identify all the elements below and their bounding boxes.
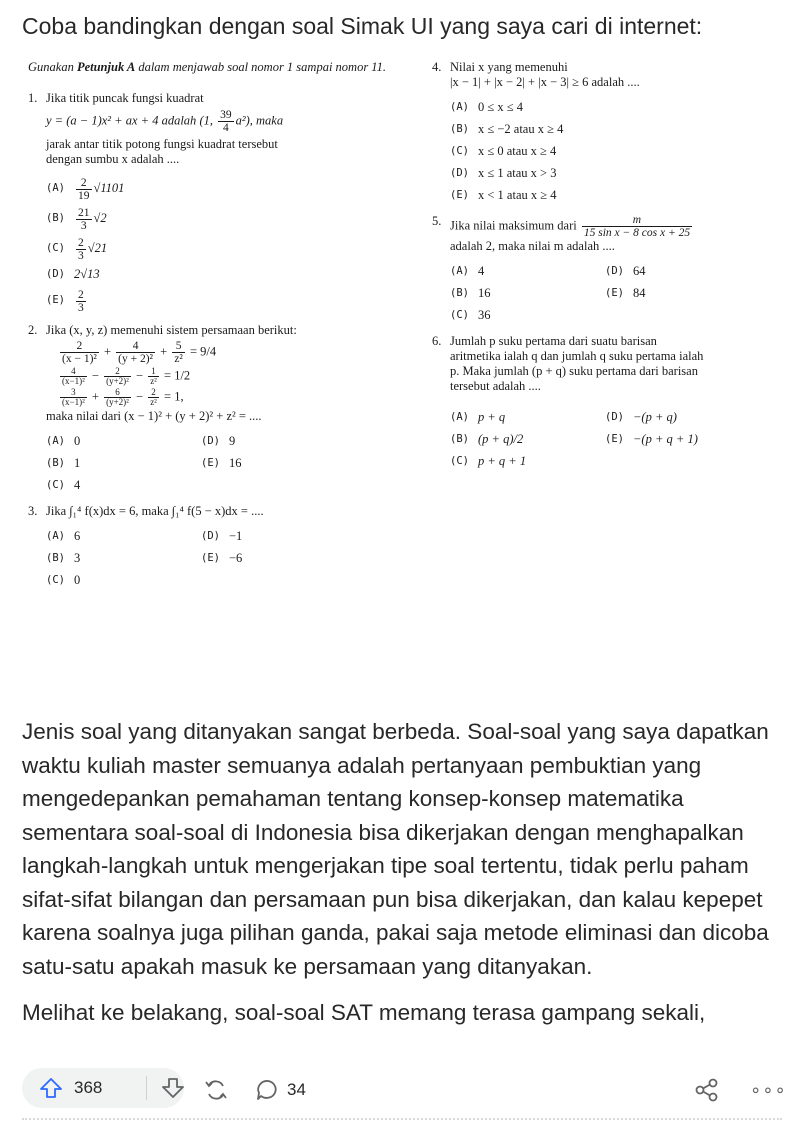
q6-option-c: (C) p + q + 1 [450, 454, 527, 468]
q4-option-e: (E) x < 1 atau x ≥ 4 [450, 188, 557, 202]
q4-option-d: (D) x ≤ 1 atau x > 3 [450, 166, 557, 180]
question-5: 5. Jika nilai maksimum dari $\frac{m}{\text{15 sin x − 8 cos x + 25}}$ adalah 2, maka nilai m adalah .... (A) 4 (D) 64 (B) 16 (E) 84 (C) 36 [432, 214, 777, 326]
q4-option-b: (B) x ≤ −2 atau x ≥ 4 [450, 122, 564, 136]
upvote-icon[interactable] [40, 1078, 62, 1098]
q2-option-a: (A) 0 [46, 434, 81, 448]
exam-instruction: Gunakan Petunjuk A dalam menjawab soal nomor 1 sampai nomor 11. [28, 60, 387, 74]
comment-icon[interactable] [255, 1078, 281, 1102]
question-2: 2. Jika (x, y, z) memenuhi sistem persamaan berikut: $\frac{2}{\text{(x − 1)²}}$ + $\frac{4}{\text{(y + 2)²}}$ + $\frac{5}{\text{z²}}$ = 9/4 $\frac{4}{\text{(x−1)²}}$ − $\frac{2}{\text{(y+2)²}}$ − $\frac{1}{\text{z²}}$ = 1/2 $\frac{3}{\text{(x−1)²}}$ + $\frac{6}{\text{(y+2)²}}$ − $\frac{2}{\text{z²}}$ = 1, maka nilai dari (x − 1)² + (y + 2)² + z² = .... (A) 0 (D) 9 (B) 1 (E) 16 (C) 4 [28, 323, 413, 496]
exam-right-column [432, 60, 777, 480]
share-reshare-icon[interactable] [203, 1078, 229, 1102]
exam-image [22, 60, 782, 700]
q2-option-d: (D) 9 [201, 434, 236, 448]
q6-option-b: (B) (p + q)/2 [450, 432, 524, 446]
q3-option-d: (D) −1 [201, 529, 243, 543]
q5-option-d: (D) 64 [605, 264, 646, 278]
question-6: 6. Jumlah p suku pertama dari suatu barisan aritmetika ialah q dan jumlah q suku pertama ialah p. Maka jumlah (p + q) suku pertama dari barisan tersebut adalah .... (A) p + q (D) −(p + q) (B) (p + q)/2 (E) −(p + q + 1) (C) p + q + 1 [432, 334, 777, 472]
q3-option-a: (A) 6 [46, 529, 81, 543]
more-options-icon[interactable]: ∘∘∘ [750, 1080, 787, 1100]
q1-option-d: (D) 2√13 [46, 267, 100, 281]
q2-option-e: (E) 16 [201, 456, 242, 470]
q6-option-e: (E) −(p + q + 1) [605, 432, 698, 446]
vote-divider [146, 1076, 147, 1100]
exam-left-column [28, 60, 413, 599]
q1-option-a: (A) $\frac{2}{19}$ √1101 [46, 176, 125, 202]
share-icon[interactable] [694, 1078, 720, 1102]
intro-text: Coba bandingkan dengan soal Simak UI yang saya cari di internet: [22, 13, 703, 39]
q2-option-b: (B) 1 [46, 456, 81, 470]
q5-option-c: (C) 36 [450, 308, 491, 322]
q1-option-c: (C) $\frac{2}{3}$ √21 [46, 236, 108, 262]
q2-option-c: (C) 4 [46, 478, 81, 492]
vote-pill [22, 1068, 184, 1108]
q5-option-b: (B) 16 [450, 286, 491, 300]
paragraph: Melihat ke belakang, soal-soal SAT memang terasa gampang sekali, [22, 1000, 706, 1025]
q3-option-c: (C) 0 [46, 573, 81, 587]
q6-option-d: (D) −(p + q) [605, 410, 677, 424]
action-bar [0, 1060, 800, 1123]
q3-option-e: (E) −6 [201, 551, 243, 565]
q3-option-b: (B) 3 [46, 551, 81, 565]
q1-option-b: (B) $\frac{21}{3}$ √2 [46, 206, 107, 232]
q5-option-e: (E) 84 [605, 286, 646, 300]
downvote-icon[interactable] [162, 1078, 184, 1098]
answer-body [22, 715, 782, 1043]
q4-option-a: (A) 0 ≤ x ≤ 4 [450, 100, 523, 114]
question-4: 4. Nilai x yang memenuhi |x − 1| + |x − 2| + |x − 3| ≥ 6 adalah .... (A) 0 ≤ x ≤ 4 (B) x ≤ −2 atau x ≥ 4 (C) x ≤ 0 atau x ≥ 4 (D) x ≤ 1 atau x > 3 (E) x < 1 atau x ≥ 4 [432, 60, 777, 206]
q4-option-c: (C) x ≤ 0 atau x ≥ 4 [450, 144, 557, 158]
q6-option-a: (A) p + q [450, 410, 506, 424]
question-3: 3. Jika ∫₁⁴ f(x)dx = 6, maka ∫₁⁴ f(5 − x)dx = .... (A) 6 (D) −1 (B) 3 (E) −6 (C) 0 [28, 504, 413, 591]
divider [22, 1118, 782, 1120]
upvote-count: 368 [74, 1078, 103, 1097]
question-1: 1. Jika titik puncak fungsi kuadrat y = (a − 1)x² + ax + 4 adalah (1, $\frac{39}{4}$ a²), maka jarak antar titik potong fungsi kuadrat tersebut dengan sumbu x adalah .... (A) $\frac{2}{19}$ √1101 (B) $\frac{21}{3}$ √2 (C) $\frac{2}{3}$ √21 (D) 2√13 (E) $\frac{2}{3}$ [28, 91, 413, 315]
paragraph: Jenis soal yang ditanyakan sangat berbeda. Soal-soal yang saya dapatkan waktu kuliah master semuanya adalah pertanyaan pembuktian yang mengedepankan pemahaman tentang konsep-konsep matematika sementara soal-soal di Indonesia bisa dikerjakan dengan menghapalkan langkah-langkah untuk mengerjakan tipe soal tertentu, tidak perlu paham sifat-sifat bilangan dan persamaan pun bisa dikerjakan, dan kalau kepepet karena soalnya juga pilihan ganda, pakai saja metode eliminasi dan dicoba satu-satu apakah masuk ke persamaan yang ditanyakan. [22, 719, 769, 979]
q5-option-a: (A) 4 [450, 264, 485, 278]
q1-option-e: (E) $\frac{2}{3}$ [46, 288, 84, 314]
comment-count: 34 [287, 1080, 306, 1099]
